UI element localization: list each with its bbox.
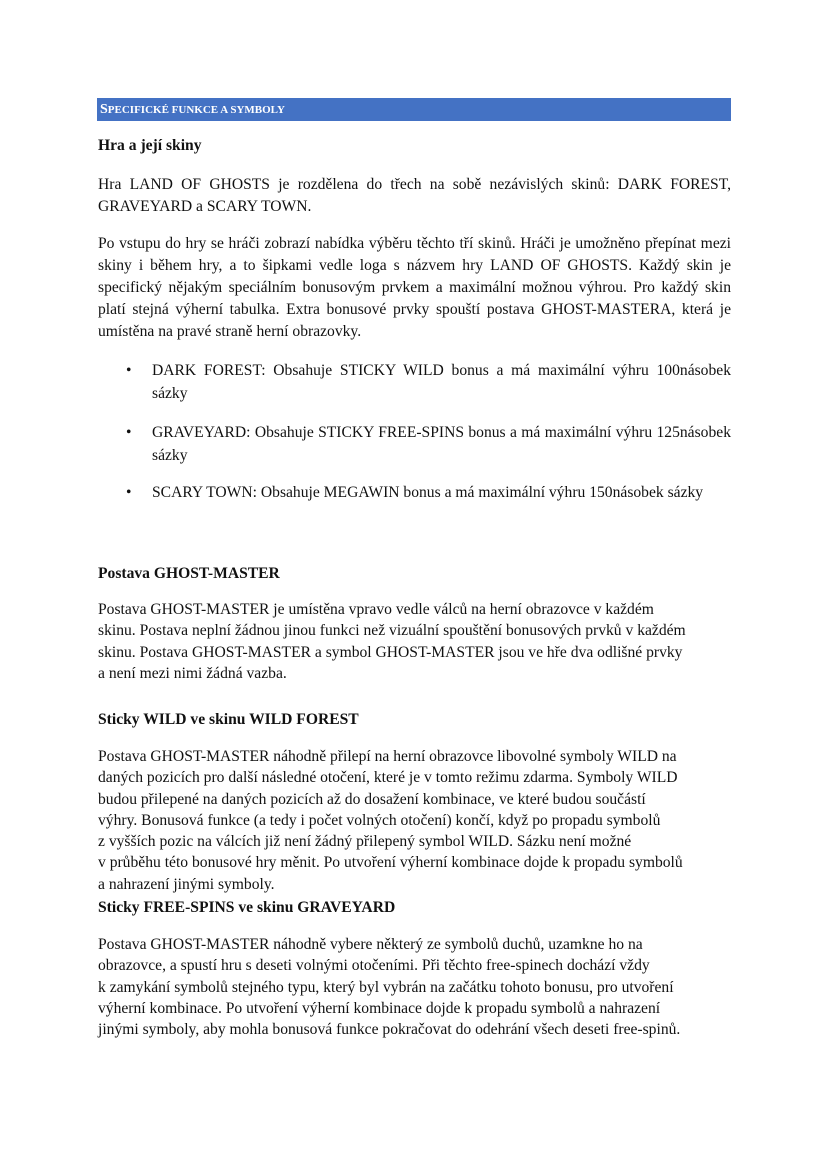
list-item bbox=[126, 482, 731, 505]
section-heading bbox=[98, 136, 731, 156]
paragraph: Po vstupu do hry se hráči zobrazí nabídka výběru těchto tří skinů. Hráči je umožněno přepínat mezi skiny i během hry, a to šipkami vedle loga s názvem hry LAND OF GHOSTS. Každý skin je specifický nějakým speciálním bonusovým prvkem a maximální možnou výhrou. Pro každý skin platí stejná výherní tabulka. Extra bonusové prvky spouští postava GHOST-MASTERA, která je umístěna na pravé straně herní obrazovky. bbox=[98, 235, 731, 340]
text-line: a není mezi nimi žádná vazba. bbox=[98, 664, 287, 682]
heading-sticky-free-spins: Sticky FREE-SPINS ve skinu GRAVEYARD bbox=[98, 899, 396, 916]
text-line: a nahrazení jinými symboly. bbox=[98, 875, 275, 893]
bullet-icon: • bbox=[126, 424, 132, 441]
text-line: jinými symboly, aby mohla bonusová funkce pokračovat do odehrání všech deseti free-spinů. bbox=[98, 1021, 681, 1039]
text-line: skinu. Postava neplní žádnou jinou funkci než vizuální spouštění bonusových prvků v každém bbox=[98, 622, 686, 640]
list-item bbox=[126, 360, 731, 405]
list-item-text: GRAVEYARD: Obsahuje STICKY FREE-SPINS bonus a má maximální výhru 125násobek sázky bbox=[152, 424, 731, 464]
text-line: výhry. Bonusová funkce (a tedy i počet volných otočení) končí, když po propadu symbolů bbox=[98, 811, 661, 829]
heading-ghost-master: Postava GHOST-MASTER bbox=[98, 565, 280, 582]
text-line: skinu. Postava GHOST-MASTER a symbol GHOST-MASTER jsou ve hře dva odlišné prvky bbox=[98, 643, 683, 661]
list-item-text: DARK FOREST: Obsahuje STICKY WILD bonus a má maximální výhru 100násobek sázky bbox=[152, 362, 731, 402]
paragraph bbox=[98, 746, 731, 895]
text-line: daných pozicích pro další následné otočení, které je v tomto režimu zdarma. Symboly WILD bbox=[98, 769, 678, 787]
paragraph: Hra LAND OF GHOSTS je rozdělena do třech na sobě nezávislých skinů: DARK FOREST, GRAVEYARD a SCARY TOWN. bbox=[98, 176, 731, 215]
list-item bbox=[126, 422, 731, 467]
banner-title: PECIFICKÉ FUNKCE A SYMBOLY bbox=[107, 104, 285, 116]
text-line: v průběhu této bonusové hry měnit. Po utvoření výherní kombinace dojde k propadu symbolů bbox=[98, 854, 683, 872]
text-line: budou přilepené na daných pozicích až do dosažení kombinace, ve které budou součástí bbox=[98, 790, 646, 808]
text-line: k zamykání symbolů stejného typu, který byl vybrán na začátku tohoto bonusu, pro utvoření bbox=[98, 978, 674, 996]
text-line: z vyšších pozic na válcích již není žádný přilepený symbol WILD. Sázku není možné bbox=[98, 833, 632, 851]
heading-game-skins: Hra a její skiny bbox=[98, 137, 202, 154]
bullet-icon: • bbox=[126, 484, 132, 501]
text-line: Postava GHOST-MASTER náhodně vybere některý ze symbolů duchů, uzamkne ho na bbox=[98, 936, 643, 953]
text-line: Postava GHOST-MASTER náhodně přilepí na herní obrazovce libovolné symboly WILD na bbox=[98, 748, 677, 765]
banner-initial: S bbox=[100, 102, 108, 117]
text-line: Postava GHOST-MASTER je umístěna vpravo vedle válců na herní obrazovce v každém bbox=[98, 601, 654, 618]
paragraph bbox=[98, 599, 731, 684]
text-line: výherní kombinace. Po utvoření výherní kombinace dojde k propadu symbolů a nahrazení bbox=[98, 999, 661, 1017]
text-line: obrazovce, a spustí hru s deseti volnými otočeními. Při těchto free-spinech dochází vždy bbox=[98, 957, 650, 975]
section-banner bbox=[97, 98, 731, 121]
paragraph bbox=[98, 934, 731, 1040]
heading-sticky-wild: Sticky WILD ve skinu WILD FOREST bbox=[98, 711, 359, 728]
list-item-text: SCARY TOWN: Obsahuje MEGAWIN bonus a má maximální výhru 150násobek sázky bbox=[152, 484, 704, 501]
bullet-icon: • bbox=[126, 362, 132, 379]
